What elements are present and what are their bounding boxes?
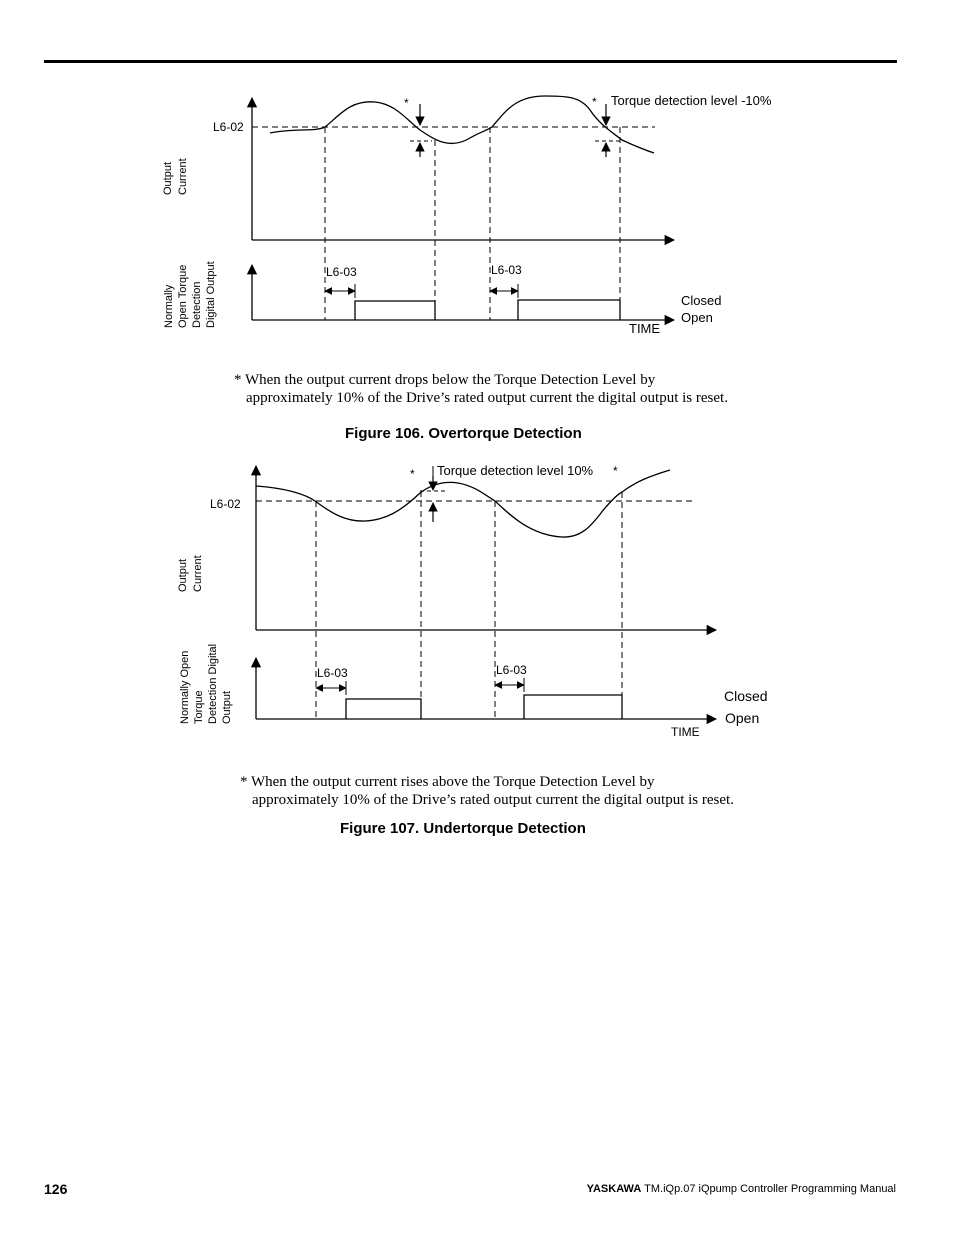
fig107-delay-label-2: L6-03 bbox=[496, 663, 527, 677]
fig107-pulse-1 bbox=[346, 699, 421, 719]
fig106-pulse-1 bbox=[355, 301, 435, 320]
fig106-level-label: L6-02 bbox=[213, 120, 244, 134]
fig107-level-label: L6-02 bbox=[210, 497, 241, 511]
fig106-ylabel-output: Output bbox=[162, 161, 174, 195]
fig106-annotation: Torque detection level -10% bbox=[611, 93, 772, 108]
fig107-note-line2: approximately 10% of the Drive’s rated output current the digital output is reset. bbox=[252, 792, 734, 808]
fig106-delay-label-2: L6-03 bbox=[491, 263, 522, 277]
footer-brand: YASKAWA bbox=[586, 1183, 642, 1195]
fig107-ylabel-current: Current bbox=[192, 555, 204, 592]
footer-manual-title: TM.iQp.07 iQpump Controller Programming Manual bbox=[644, 1183, 896, 1195]
fig106-closed-label: Closed bbox=[681, 293, 722, 308]
fig107-annotation: Torque detection level 10% bbox=[437, 463, 594, 478]
fig107-dlabel-4: Output bbox=[221, 690, 233, 724]
fig107-note bbox=[240, 773, 734, 809]
fig106-star-1: * bbox=[404, 96, 409, 110]
fig106-delay-label-1: L6-03 bbox=[326, 265, 357, 279]
fig107-ylabel-output: Output bbox=[177, 558, 189, 592]
fig107-caption: Figure 107. Undertorque Detection bbox=[340, 820, 586, 837]
fig107-time-label: TIME bbox=[671, 725, 700, 739]
fig107-note-line1: * When the output current rises above the Torque Detection Level by bbox=[240, 774, 655, 790]
fig107-current-curve bbox=[256, 470, 670, 537]
page-number: 126 bbox=[44, 1181, 68, 1197]
fig107-star-2: * bbox=[613, 464, 618, 478]
fig107-dlabel-2: Torque bbox=[193, 690, 205, 724]
fig107-dlabel-1: Normally Open bbox=[179, 650, 191, 724]
fig106-note-line1: * When the output current drops below the Torque Detection Level by bbox=[234, 372, 656, 388]
fig106-dlabel-3: Detection bbox=[191, 281, 203, 328]
fig107-star-1: * bbox=[410, 467, 415, 481]
fig106-dlabel-1: Normally bbox=[163, 284, 175, 328]
fig107-pulse-2 bbox=[524, 695, 622, 719]
fig106-time-label: TIME bbox=[629, 321, 661, 336]
footer-manual bbox=[587, 1183, 896, 1195]
fig106-caption: Figure 106. Overtorque Detection bbox=[345, 425, 582, 442]
fig106-ylabel-current: Current bbox=[177, 158, 189, 195]
fig107-open-label: Open bbox=[725, 710, 760, 726]
fig107-dlabel-3: Detection Digital bbox=[207, 643, 219, 724]
fig106-star-2: * bbox=[592, 95, 597, 109]
fig106-note-line2: approximately 10% of the Drive’s rated output current the digital output is reset. bbox=[246, 390, 728, 406]
fig106-note bbox=[234, 371, 728, 407]
fig107-delay-label-1: L6-03 bbox=[317, 666, 348, 680]
fig106-dlabel-4: Digital Output bbox=[205, 261, 217, 328]
fig106-pulse-2 bbox=[518, 300, 620, 320]
fig106-open-label: Open bbox=[681, 310, 713, 325]
fig107-closed-label: Closed bbox=[724, 688, 768, 704]
fig106-dlabel-2: Open Torque bbox=[177, 264, 189, 328]
